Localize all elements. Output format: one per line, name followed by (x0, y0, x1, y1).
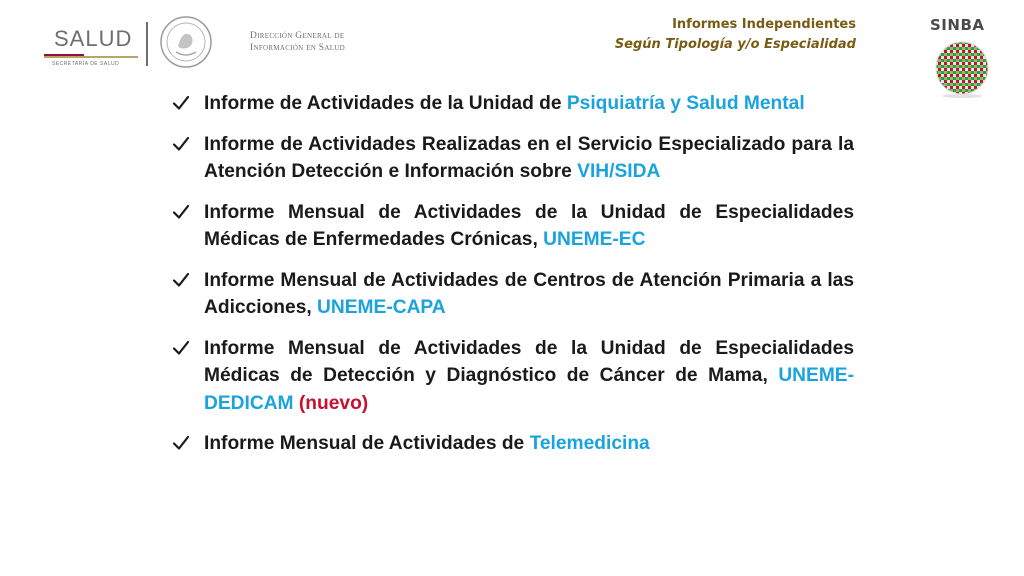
report-text (204, 433, 650, 454)
report-item-5 (172, 335, 854, 418)
check-icon (172, 204, 190, 220)
report-prefix: Informe Mensual de Actividades de la Unidad de Especialidades Médicas de Enfermedades Crónicas, (204, 201, 854, 250)
sinba-logo-text: SINBA (930, 16, 985, 34)
report-highlight: UNEME-EC (543, 229, 646, 250)
report-prefix: Informe Mensual de Actividades de Centros de Atención Primaria a las Adicciones, (204, 269, 854, 318)
report-list (172, 90, 854, 471)
report-prefix: Informe de Actividades Realizadas en el Servicio Especializado para la Atención Detección e Información sobre (204, 133, 854, 182)
report-highlight: Telemedicina (529, 433, 650, 454)
check-icon (172, 272, 190, 288)
report-text (204, 93, 805, 114)
report-note: (nuevo) (298, 392, 369, 414)
sinba-logo (922, 12, 1006, 98)
report-item-6 (172, 430, 854, 458)
header-title-line-1: Informes Independientes (672, 17, 856, 32)
report-item-1 (172, 90, 854, 118)
salud-logo-subtitle: SECRETARÍA DE SALUD (52, 61, 120, 67)
dgis-line-2: Información en Salud (250, 43, 346, 53)
report-highlight: VIH/SIDA (577, 161, 661, 182)
header-divider (146, 22, 148, 66)
report-prefix: Informe Mensual de Actividades de la Unidad de Especialidades Médicas de Detección y Diagnóstico de Cáncer de Mama, (204, 337, 854, 386)
salud-logo (38, 18, 138, 68)
sinba-globe-icon (932, 38, 992, 98)
check-icon (172, 95, 190, 111)
report-text (204, 270, 854, 319)
report-highlight: UNEME-DEDICAM (204, 365, 854, 414)
report-highlight: UNEME-CAPA (317, 297, 446, 318)
slide-header-title (615, 15, 856, 55)
report-text (204, 202, 854, 251)
check-icon (172, 340, 190, 356)
header-title-line-2: Según Tipología y/o Especialidad (614, 37, 856, 52)
report-text (204, 134, 854, 183)
check-icon (172, 136, 190, 152)
report-prefix: Informe Mensual de Actividades de (204, 433, 530, 454)
report-text (204, 338, 854, 414)
report-item-3 (172, 199, 854, 254)
report-highlight: Psiquiatría y Salud Mental (566, 93, 805, 114)
check-icon (172, 435, 190, 451)
salud-logo-text: SALUD (54, 26, 133, 51)
national-seal-icon (158, 14, 214, 70)
report-item-2 (172, 131, 854, 186)
dgis-label (250, 30, 345, 54)
salud-logo-rule (44, 56, 138, 58)
dgis-line-1: Dirección General de (250, 31, 345, 41)
report-prefix: Informe de Actividades de la Unidad de (204, 93, 567, 114)
report-item-4 (172, 267, 854, 322)
